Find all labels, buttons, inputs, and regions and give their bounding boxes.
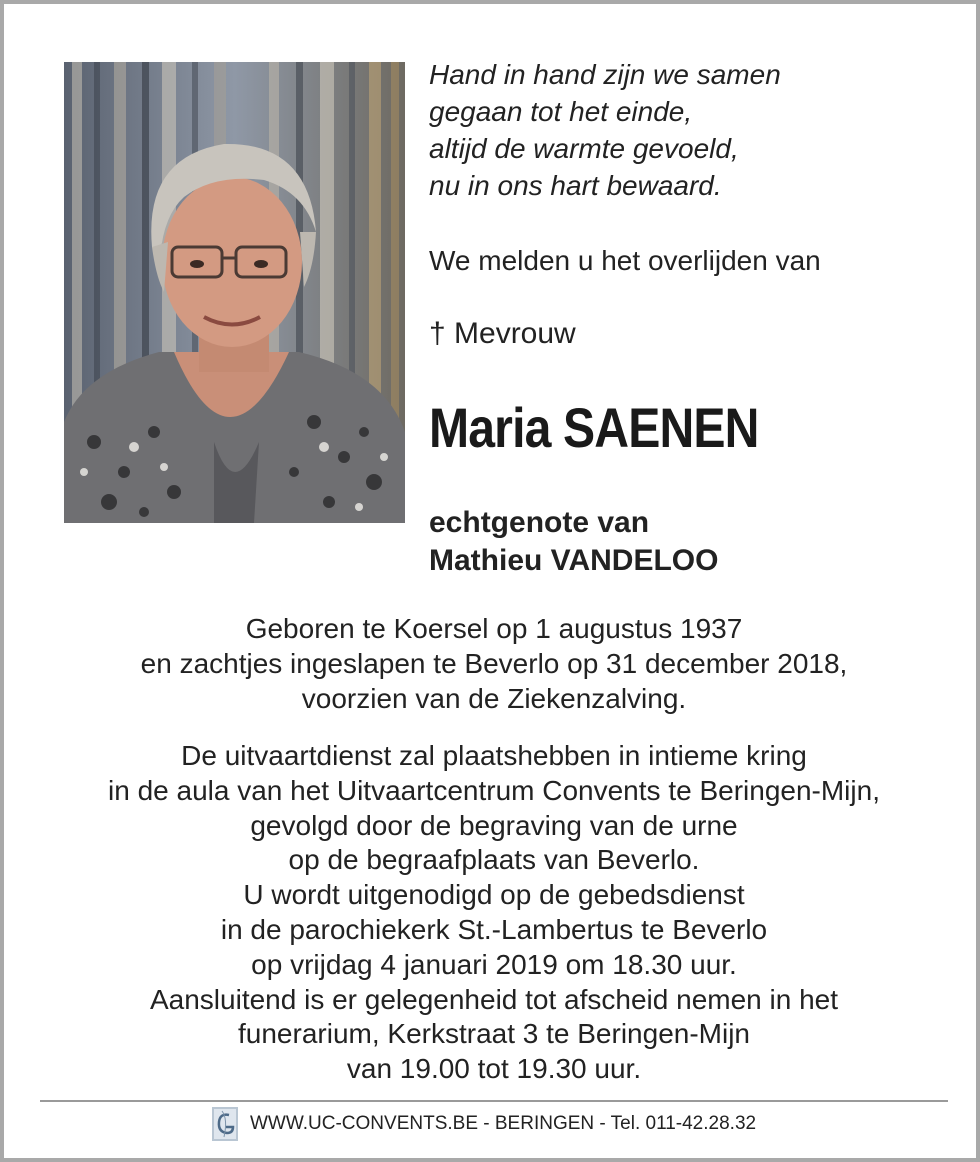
- service-line: U wordt uitgenodigd op de gebedsdienst: [243, 879, 745, 911]
- portrait-photo: [64, 62, 405, 523]
- announcement-text: We melden u het overlijden van: [429, 245, 821, 276]
- birth-death-line: en zachtjes ingeslapen te Beverlo op 31 december 2018,: [140, 647, 848, 679]
- poem-line: altijd de warmte gevoeld,: [429, 133, 739, 164]
- service-line: Aansluitend is er gelegenheid tot afscheid nemen in het: [149, 983, 839, 1015]
- funeral-home-logo-icon: [212, 1107, 238, 1141]
- poem-line: Hand in hand zijn we samen: [429, 59, 781, 90]
- service-line: op vrijdag 4 januari 2019 om 18.30 uur.: [251, 948, 737, 980]
- service-line: op de begraafplaats van Beverlo.: [288, 844, 700, 876]
- birth-death-line: Geboren te Koersel op 1 augustus 1937: [245, 613, 743, 644]
- footer: [212, 1106, 756, 1142]
- service-line: in de aula van het Uitvaartcentrum Convents te Beringen-Mijn,: [108, 774, 880, 806]
- footer-contact-text: WWW.UC-CONVENTS.BE - BERINGEN - Tel. 011-42.28.32: [250, 1113, 757, 1134]
- footer-divider: [40, 1100, 948, 1102]
- service-line: funerarium, Kerkstraat 3 te Beringen-Mijn: [238, 1018, 750, 1050]
- poem-line: nu in ons hart bewaard.: [429, 170, 722, 201]
- spouse-relation: echtgenote van: [429, 506, 650, 539]
- poem-line: gegaan tot het einde,: [429, 96, 693, 127]
- service-line: van 19.00 tot 19.30 uur.: [346, 1053, 642, 1085]
- birth-death-details: [34, 612, 954, 716]
- birth-death-line: voorzien van de Ziekenzalving.: [301, 682, 687, 714]
- deceased-name: Maria SAENEN: [429, 396, 759, 459]
- spouse-name: Mathieu VANDELOO: [429, 544, 719, 577]
- service-line: in de parochiekerk St.-Lambertus te Beverlo: [220, 913, 768, 945]
- salutation: † Mevrouw: [429, 317, 576, 350]
- memorial-poem: [429, 56, 949, 204]
- service-line: De uitvaartdienst zal plaatshebben in intieme kring: [181, 740, 807, 771]
- funeral-service-details: [34, 739, 954, 1087]
- service-line: gevolgd door de begraving van de urne: [250, 809, 738, 841]
- spouse-info: [429, 504, 718, 580]
